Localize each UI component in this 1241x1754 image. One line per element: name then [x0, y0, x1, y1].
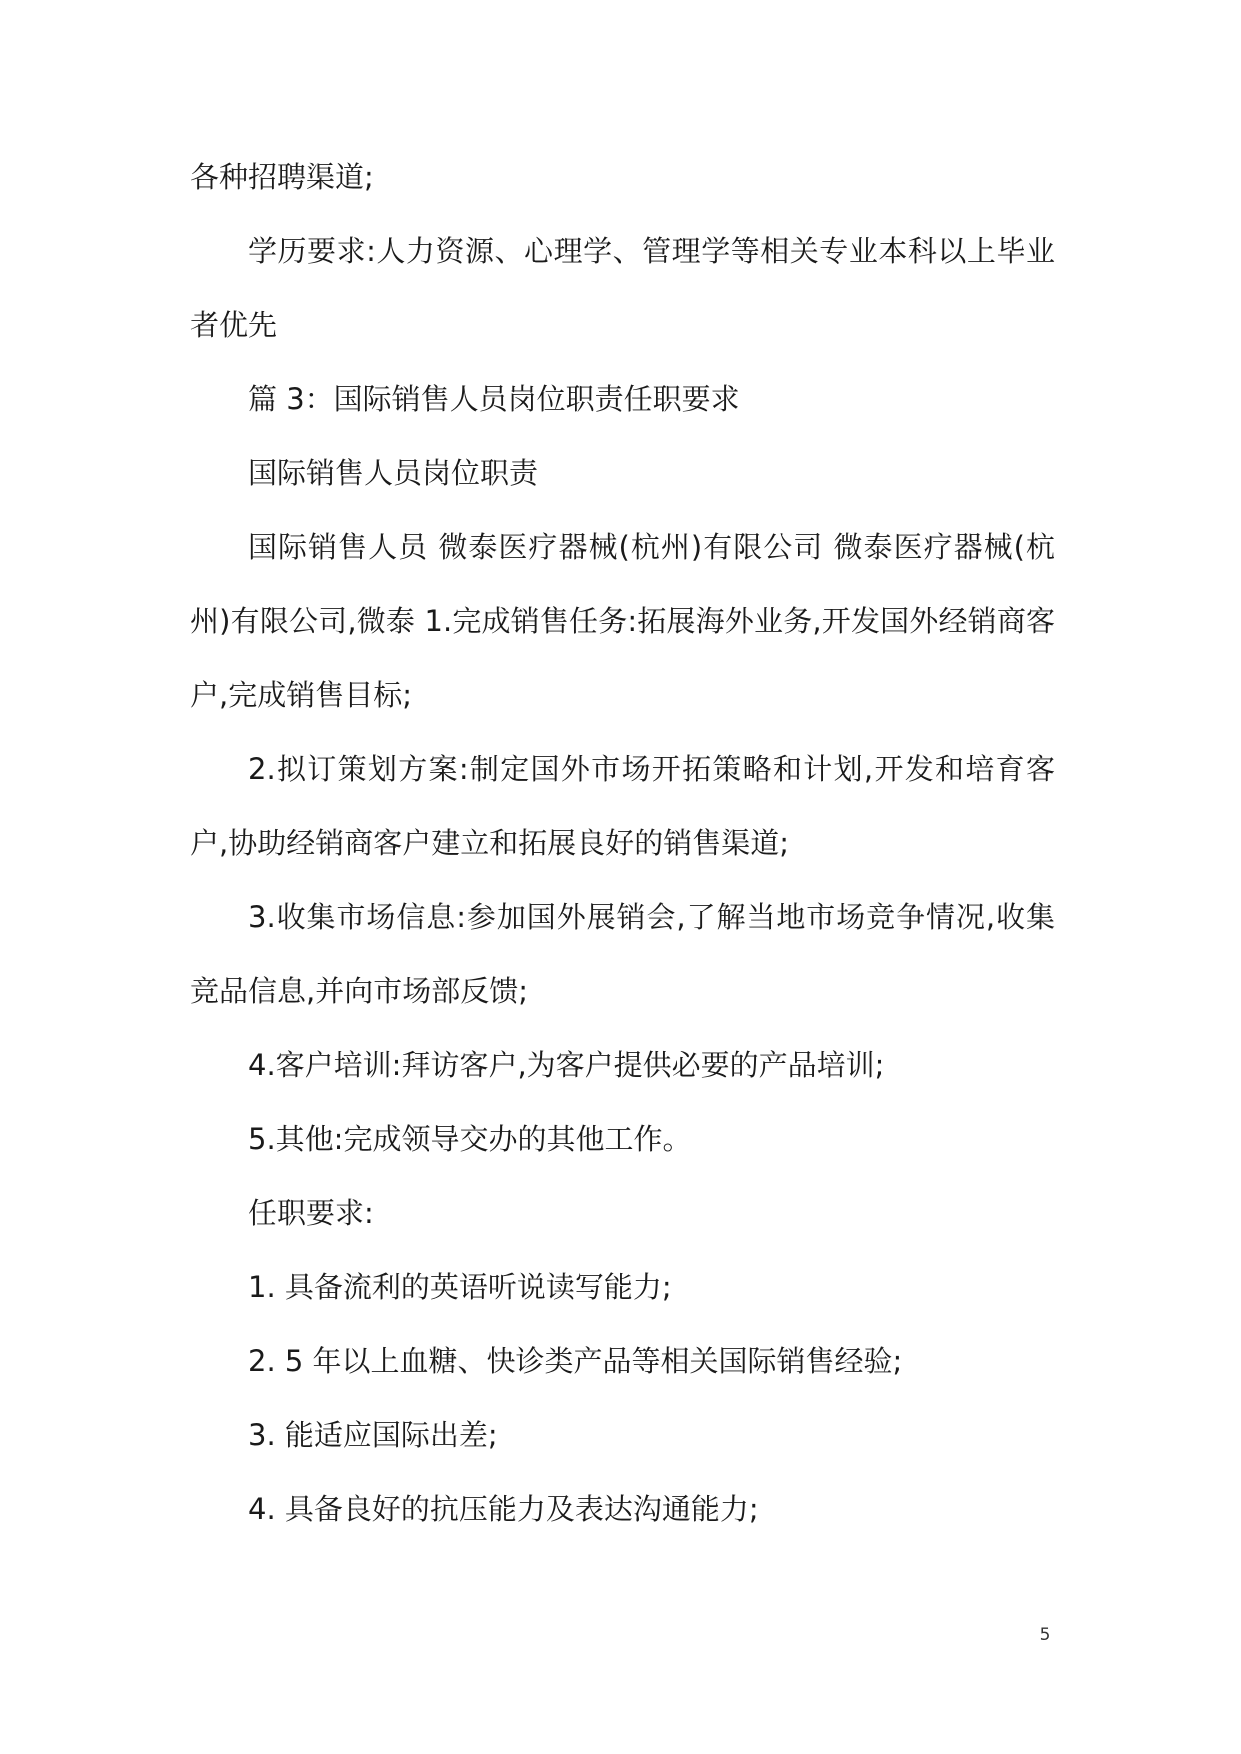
list-item: 4.客户培训:拜访客户,为客户提供必要的产品培训;	[248, 1048, 885, 1082]
list-item: 2.拟订策划方案:制定国外市场开拓策略和计划,开发和培育客户,协助经销商客户建立和拓展良好的销售渠道;	[190, 752, 1055, 860]
list-item: 1. 具备流利的英语听说读写能力;	[248, 1270, 672, 1304]
list-item: 3.收集市场信息:参加国外展销会,了解当地市场竞争情况,收集竞品信息,并向市场部反馈;	[190, 900, 1055, 1008]
paragraph: 各种招聘渠道;	[190, 160, 374, 194]
paragraph: 学历要求:人力资源、心理学、管理学等相关专业本科以上毕业者优先	[190, 234, 1055, 342]
list-item: 2. 5 年以上血糖、快诊类产品等相关国际销售经验;	[248, 1344, 903, 1378]
requirements-heading: 任职要求:	[248, 1196, 374, 1230]
list-item: 4. 具备良好的抗压能力及表达沟通能力;	[248, 1492, 759, 1526]
list-item: 3. 能适应国际出差;	[248, 1418, 498, 1452]
page-number: 5	[1039, 1625, 1051, 1645]
paragraph: 国际销售人员 微泰医疗器械(杭州)有限公司 微泰医疗器械(杭州)有限公司,微泰 1.完成销售任务:拓展海外业务,开发国外经销商客户,完成销售目标;	[190, 530, 1055, 712]
document-body	[190, 140, 1055, 1546]
subsection-heading: 国际销售人员岗位职责	[248, 456, 539, 490]
list-item: 5.其他:完成领导交办的其他工作。	[248, 1122, 692, 1156]
section-heading: 篇 3：国际销售人员岗位职责任职要求	[248, 382, 740, 416]
